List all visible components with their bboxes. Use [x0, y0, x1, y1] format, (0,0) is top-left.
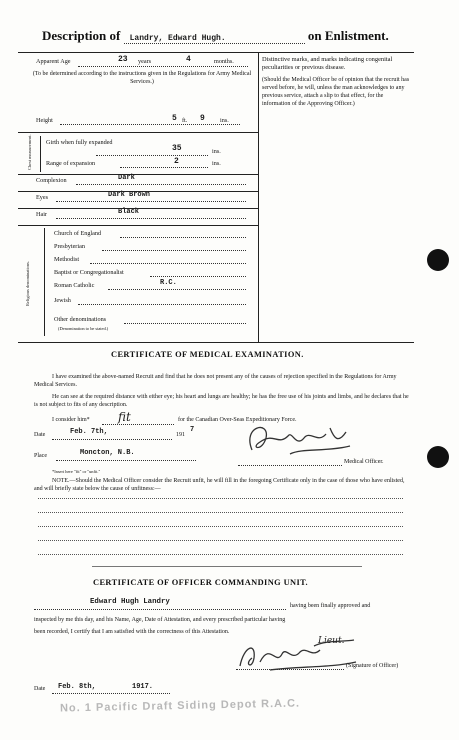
religion-bracket	[44, 228, 45, 336]
hair-dotline	[56, 218, 246, 219]
height-in-unit: ins.	[220, 117, 229, 124]
chest-range-value: 2	[174, 157, 179, 166]
top-rule	[18, 52, 414, 53]
religion-roman-catholic-value: R.C.	[160, 279, 177, 287]
commanding-date-label: Date	[34, 686, 46, 692]
unfitness-line-2	[38, 512, 403, 513]
complexion-dotline	[76, 184, 246, 185]
religion-dotline-2	[102, 250, 246, 251]
medical-year-prefix: 191	[176, 432, 185, 438]
eyes-value: Dark Brown	[108, 191, 151, 199]
age-dotline	[78, 66, 248, 67]
unfitness-line-3	[38, 526, 403, 527]
commanding-date-dotline	[52, 693, 170, 694]
religion-section-label: Religious denominations.	[25, 261, 30, 306]
distinctive-title: Distinctive marks, and marks indicating congenital peculiarities or previous disease.	[262, 56, 393, 71]
commanding-signature-dotline	[236, 669, 344, 670]
complexion-label: Complexion	[36, 177, 67, 184]
chest-range-label: Range of expansion	[46, 160, 96, 167]
consider-prefix: I consider him*	[52, 417, 90, 423]
complexion-value: Dark	[118, 174, 135, 182]
chest-range-unit: ins.	[212, 160, 221, 167]
eyes-dotline	[56, 201, 246, 202]
chest-bracket	[40, 136, 41, 172]
height-feet-value: 5	[172, 114, 177, 123]
unfitness-line-4	[38, 540, 403, 541]
height-ft-unit: ft.	[182, 117, 188, 124]
hair-value: Black	[118, 208, 140, 216]
medical-date-value: Feb. 7th,	[70, 428, 108, 436]
chest-range-dotline	[120, 167, 208, 168]
religion-item-presbyterian: Presbyterian	[54, 243, 85, 250]
religion-dotline-4	[150, 276, 246, 277]
consider-dotline	[102, 424, 174, 425]
chest-girth-label: Girth when fully expanded	[46, 139, 113, 146]
medical-place-label: Place	[34, 453, 47, 459]
distinctive-note: (Should the Medical Officer be of opinion that the recruit has served before, he will, unless the man acknowledges to any previous service, attach a slip to that effect, for the information of the Approving Officer.)	[262, 77, 410, 107]
commanding-year-value: 1917.	[132, 683, 154, 691]
age-months-value: 4	[186, 55, 191, 64]
religion-item-church-of-england: Church of England	[54, 230, 102, 237]
top-bottom-rule	[18, 342, 414, 343]
commanding-text-1: having been finally approved and	[290, 603, 371, 609]
medical-date-dotline	[52, 439, 172, 440]
medical-date-label: Date	[34, 432, 46, 438]
religion-item-other: Other denominations	[54, 316, 107, 323]
commanding-text-3: been recorded, I certify that I am satisfied with the correctness of this Attestation.	[34, 629, 230, 635]
age-note: (To be determined according to the instructions given in the Regulations for Army Medical Services.)	[32, 71, 252, 85]
medical-certificate-title: CERTIFICATE OF MEDICAL EXAMINATION.	[111, 350, 304, 359]
unfitness-line-5	[38, 554, 403, 555]
religion-top-rule	[18, 225, 258, 226]
hair-label: Hair	[36, 211, 47, 218]
religion-dotline-5	[108, 289, 246, 290]
commanding-recruit-name: Edward Hugh Landry	[90, 598, 170, 606]
medical-year-suffix: 7	[190, 426, 195, 434]
age-label: Apparent Age	[36, 58, 71, 65]
commanding-signature-label: (Signature of Officer)	[346, 663, 399, 669]
commanding-officer-signature	[230, 636, 370, 676]
complexion-rule	[18, 174, 258, 175]
height-inches-value: 9	[200, 114, 205, 123]
commanding-signature-note: Lieut.	[318, 636, 345, 646]
religion-dotline-3	[90, 263, 246, 264]
medical-officer-dotline	[238, 465, 342, 466]
title-description-of: Description of	[42, 28, 121, 43]
height-label: Height	[36, 117, 53, 124]
commanding-rule	[92, 566, 362, 567]
age-months-unit: months.	[214, 58, 234, 65]
punch-hole-top	[427, 249, 449, 271]
religion-dotline-7	[124, 323, 246, 324]
commanding-name-dotline	[34, 609, 286, 610]
chest-girth-unit: ins.	[212, 148, 221, 155]
commanding-text-2: inspected by me this day, and his Name, Age, Date of Attestation, and every prescribed particular having	[34, 617, 286, 623]
medical-footnote: *Insert here "fit" or "unfit."	[52, 469, 101, 474]
religion-item-baptist: Baptist or Congregationalist	[54, 269, 124, 276]
medical-place-dotline	[56, 460, 196, 461]
eyes-label: Eyes	[36, 194, 49, 201]
religion-note: (Denomination to be stated.)	[58, 326, 109, 331]
column-divider	[258, 52, 259, 342]
commanding-certificate-title: CERTIFICATE OF OFFICER COMMANDING UNIT.	[93, 578, 308, 587]
medical-para-2: He can see at the required distance with either eye; his heart and lungs are healthy; he has the free use of his joints and limbs, and he declares that he is not subject to fits of any description.	[34, 394, 409, 408]
chest-section-label: Chest measurement.	[27, 134, 32, 170]
religion-dotline-1	[120, 237, 246, 238]
religion-item-roman-catholic: Roman Catholic	[54, 282, 95, 289]
chest-girth-value: 35	[172, 144, 182, 153]
medical-officer-label: Medical Officer.	[344, 459, 384, 465]
chest-girth-dotline	[96, 155, 208, 156]
medical-place-value: Moncton, N.B.	[80, 449, 135, 457]
height-dotline	[60, 124, 240, 125]
medical-para-1: I have examined the above-named Recruit and find that he does not present any of the causes of rejection specified in the Regulations for Army Medical Services.	[34, 374, 397, 388]
religion-item-jewish: Jewish	[54, 297, 71, 304]
punch-hole-bottom	[427, 446, 449, 468]
age-years-unit: years	[138, 58, 152, 65]
religion-item-methodist: Methodist	[54, 256, 80, 263]
title-on-enlistment: on Enlistment.	[307, 28, 389, 43]
commanding-date-value: Feb. 8th,	[58, 683, 96, 691]
consider-fit-value: fit	[118, 410, 131, 424]
recruit-name: Landry, Edward Hugh.	[124, 34, 305, 44]
depot-stamp: No. 1 Pacific Draft Siding Depot R.A.C.	[59, 697, 301, 715]
religion-dotline-6	[78, 304, 246, 305]
chest-top-rule	[18, 132, 258, 133]
age-years-value: 23	[118, 55, 128, 64]
consider-suffix: for the Canadian Over-Seas Expeditionary Force.	[178, 417, 297, 423]
unfitness-line-1	[38, 498, 403, 499]
medical-note: NOTE.—Should the Medical Officer consider the Recruit unfit, he will fill in the foregoing Certificate only in the case of those who have enlisted, and will briefly state below the cause of unfitness:—	[34, 478, 405, 492]
page-title	[42, 28, 389, 44]
